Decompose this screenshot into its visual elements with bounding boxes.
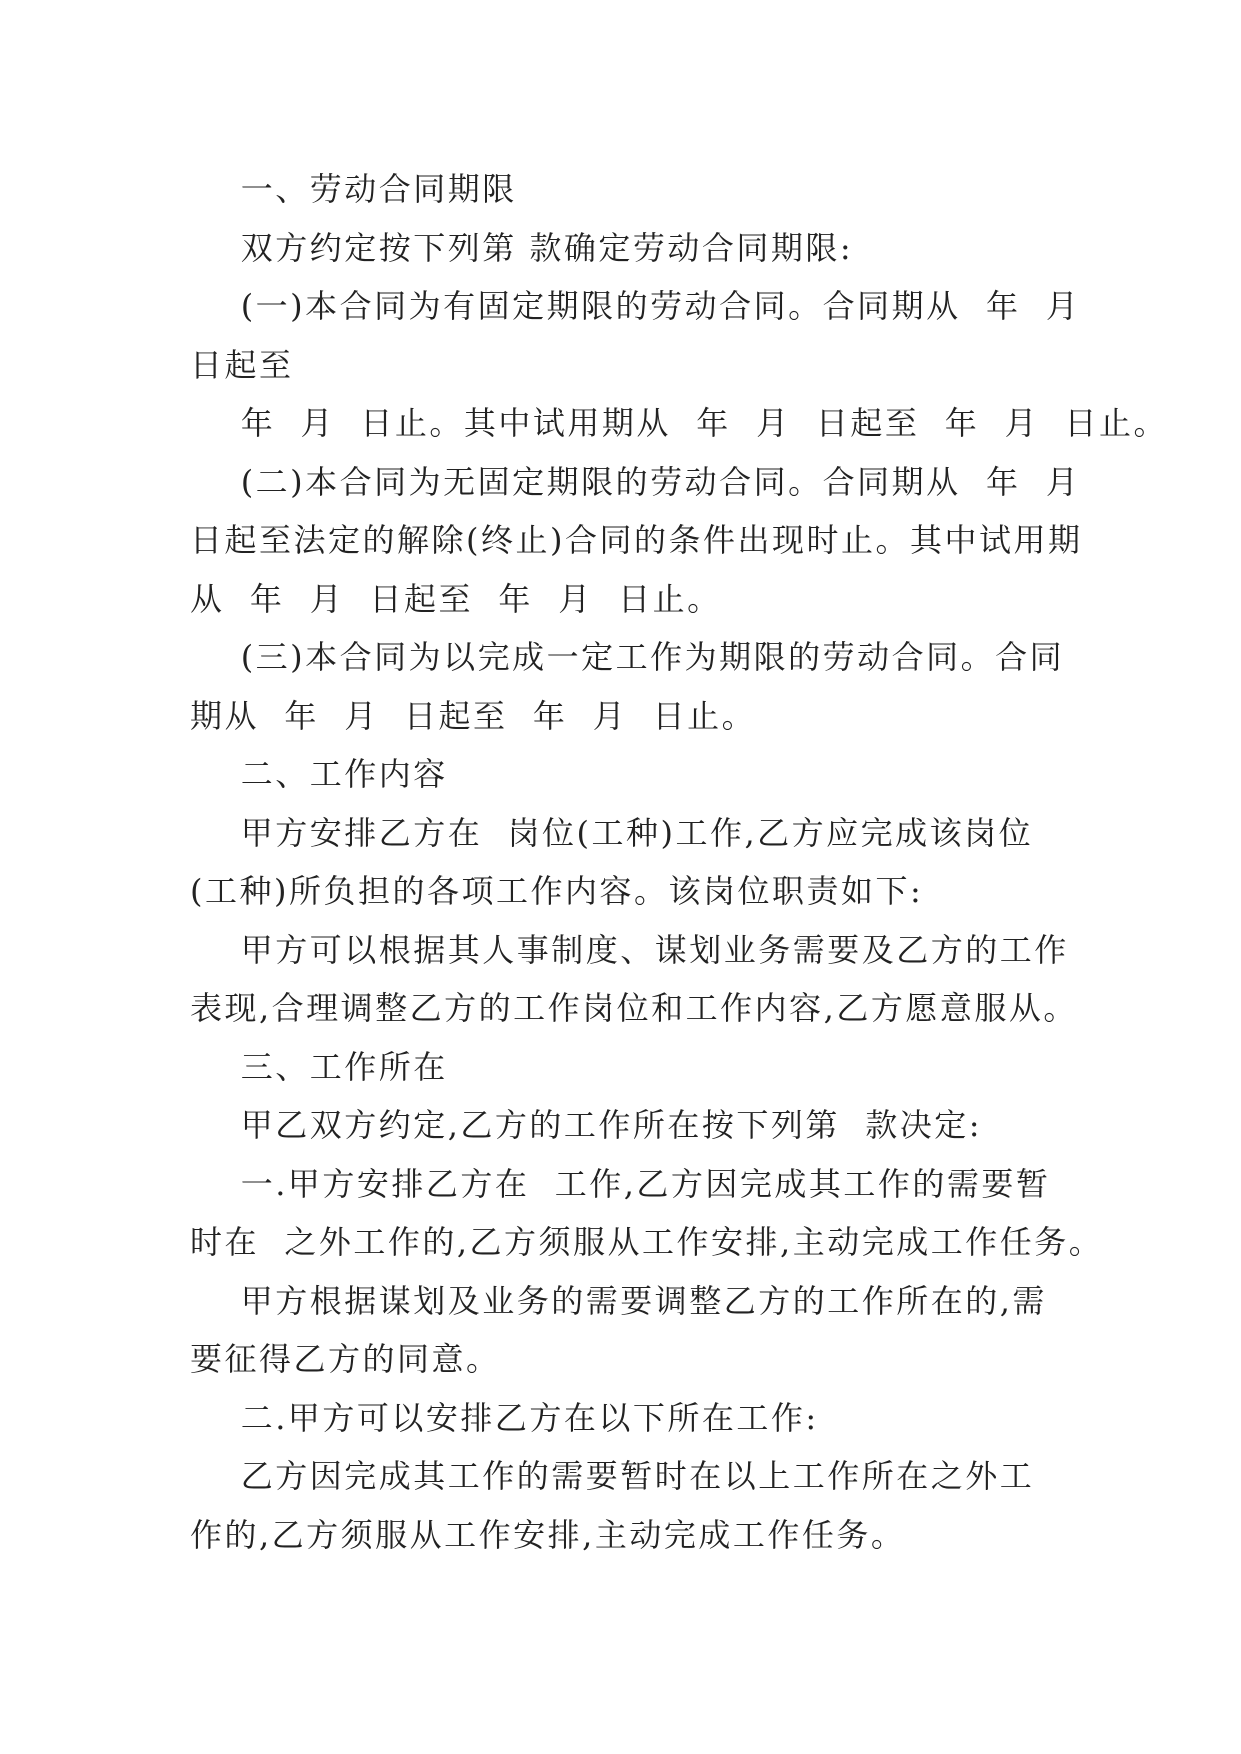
paragraph-line: (三)本合同为以完成一定工作为期限的劳动合同。合同 <box>190 638 1065 676</box>
paragraph-line: 日起至法定的解除(终止)合同的条件出现时止。其中试用期 <box>190 521 1083 559</box>
paragraph-line: 甲方根据谋划及业务的需要调整乙方的工作所在的,需 <box>190 1281 1047 1320</box>
paragraph-line: 年 月 日止。其中试用期从 年 月 日起至 年 月 日止。 <box>190 404 1168 442</box>
paragraph-line: 甲方可以根据其人事制度、谋划业务需要及乙方的工作 <box>190 930 1069 969</box>
paragraph-line: 日起至 <box>190 345 294 384</box>
paragraph-line: 从 年 月 日起至 年 月 日止。 <box>190 579 722 618</box>
paragraph-line: 甲方安排乙方在 岗位(工种)工作,乙方应完成该岗位 <box>190 813 1034 852</box>
document-body <box>190 160 1168 1564</box>
heading-contract-term: 一、劳动合同期限 <box>190 170 517 208</box>
paragraph-line: 表现,合理调整乙方的工作岗位和工作内容,乙方愿意服从。 <box>190 989 1078 1027</box>
paragraph-line: (一)本合同为有固定期限的劳动合同。合同期从 年 月 <box>190 287 1081 325</box>
paragraph-line: (二)本合同为无固定期限的劳动合同。合同期从 年 月 <box>190 462 1081 501</box>
paragraph-line: 要征得乙方的同意。 <box>190 1340 501 1378</box>
paragraph-line: 二.甲方可以安排乙方在以下所在工作: <box>190 1398 819 1437</box>
paragraph-line: 甲乙双方约定,乙方的工作所在按下列第 款决定: <box>190 1106 982 1144</box>
paragraph-line: 乙方因完成其工作的需要暂时在以上工作所在之外工 <box>190 1457 1035 1495</box>
paragraph-line: 双方约定按下列第 款确定劳动合同期限: <box>190 228 854 267</box>
paragraph-line: (工种)所负担的各项工作内容。该岗位职责如下: <box>190 872 924 910</box>
paragraph-line: 一.甲方安排乙方在 工作,乙方因完成其工作的需要暂 <box>190 1164 1051 1203</box>
paragraph-line: 期从 年 月 日起至 年 月 日止。 <box>190 696 757 735</box>
paragraph-line: 时在 之外工作的,乙方须服从工作安排,主动完成工作任务。 <box>190 1223 1104 1261</box>
heading-work-content: 二、工作内容 <box>190 755 448 793</box>
heading-work-location: 三、工作所在 <box>190 1047 448 1086</box>
paragraph-line: 作的,乙方须服从工作安排,主动完成工作任务。 <box>190 1515 906 1554</box>
